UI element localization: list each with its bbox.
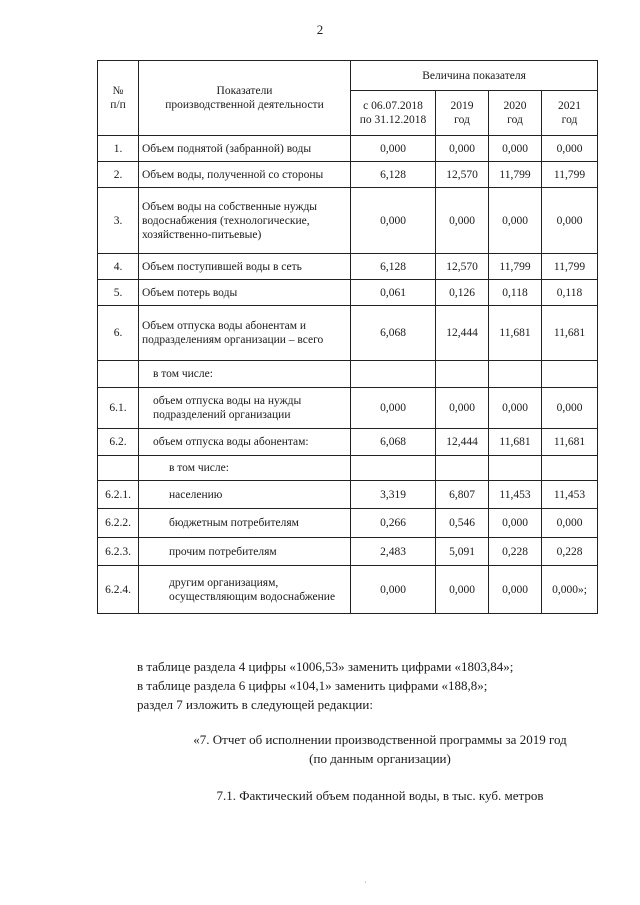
page-number: 2 [316,22,324,37]
row-number [98,361,139,388]
row-value: 0,000 [351,136,436,162]
row-label: Объем потерь воды [139,280,351,306]
row-value [489,456,542,481]
subsection-title: 7.1. Фактический объем поданной воды, в тыс. куб. метров [216,788,544,803]
table-row [98,481,598,509]
row-value: 0,228 [542,538,598,566]
row-value: 6,068 [351,429,436,456]
row-value: 12,570 [436,254,489,280]
section-title: «7. Отчет об исполнении производственной программы за 2019 год [193,732,567,747]
footer-mark: · [364,878,367,887]
row-label: объем отпуска воды абонентам: [139,429,351,456]
row-value: 0,000 [489,136,542,162]
row-number: 3. [98,188,139,254]
table-row [98,162,598,188]
row-value: 0,000 [436,136,489,162]
row-value: 0,000 [542,136,598,162]
row-value: 12,444 [436,306,489,361]
row-label: Объем отпуска воды абонентам и подразделениям организации – всего [139,306,351,361]
row-value: 3,319 [351,481,436,509]
row-value: 6,128 [351,254,436,280]
row-label: в том числе: [139,456,351,481]
row-number: 4. [98,254,139,280]
row-value: 0,546 [436,509,489,538]
row-value: 0,000 [436,566,489,614]
row-value: 0,000 [351,566,436,614]
table-row [98,306,598,361]
row-number: 6.2.2. [98,509,139,538]
table-row [98,254,598,280]
row-value: 0,000 [542,388,598,429]
table-row [98,456,598,481]
row-value: 11,453 [542,481,598,509]
row-number: 6. [98,306,139,361]
row-number: 2. [98,162,139,188]
header-period: 2019 год [436,91,489,136]
row-value [436,361,489,388]
row-value: 11,799 [489,254,542,280]
table-row [98,361,598,388]
table-body [98,136,598,614]
row-value: 12,570 [436,162,489,188]
header-num: № п/п [98,61,139,136]
table-row [98,188,598,254]
row-value [436,456,489,481]
row-value: 0,061 [351,280,436,306]
row-value: 6,128 [351,162,436,188]
row-value: 11,799 [542,162,598,188]
row-label: прочим потребителям [139,538,351,566]
row-label: населению [139,481,351,509]
row-value [351,361,436,388]
row-value: 0,118 [542,280,598,306]
row-value: 6,807 [436,481,489,509]
header-value-group: Величина показателя [351,61,598,91]
row-value: 11,681 [489,306,542,361]
header-period: с 06.07.2018 по 31.12.2018 [351,91,436,136]
section-subtitle: (по данным организации) [309,751,451,766]
row-value: 0,000 [542,509,598,538]
row-label: Объем воды, полученной со стороны [139,162,351,188]
header-indicator: Показатели производственной деятельности [139,61,351,136]
row-value: 0,000 [542,188,598,254]
row-value: 0,000 [489,566,542,614]
row-value: 0,266 [351,509,436,538]
row-number [98,456,139,481]
row-label: объем отпуска воды на нужды подразделений организации [139,388,351,429]
row-label: Объем поднятой (забранной) воды [139,136,351,162]
amendment-line: в таблице раздела 6 цифры «104,1» заменить цифрами «188,8»; [137,678,488,693]
row-value: 0,000 [489,388,542,429]
row-value: 0,000 [436,388,489,429]
row-value [351,456,436,481]
row-value: 0,000 [489,509,542,538]
row-number: 1. [98,136,139,162]
header-period: 2020 год [489,91,542,136]
row-value: 11,681 [489,429,542,456]
row-label: другим организациям, осуществляющим водоснабжение [139,566,351,614]
row-value: 0,000»; [542,566,598,614]
row-value: 5,091 [436,538,489,566]
row-number: 6.2.1. [98,481,139,509]
row-value: 0,126 [436,280,489,306]
indicators-table [97,60,598,614]
row-value: 11,799 [542,254,598,280]
table-row [98,538,598,566]
row-value: 6,068 [351,306,436,361]
row-number: 6.1. [98,388,139,429]
row-value [489,361,542,388]
row-number: 6.2.3. [98,538,139,566]
row-value [542,361,598,388]
row-value: 11,453 [489,481,542,509]
table-row [98,388,598,429]
row-label: Объем воды на собственные нужды водоснабжения (технологические, хозяйственно-питьевые) [139,188,351,254]
table-row [98,509,598,538]
row-value: 11,799 [489,162,542,188]
row-number: 6.2.4. [98,566,139,614]
table-row [98,136,598,162]
row-value: 0,228 [489,538,542,566]
row-value: 11,681 [542,429,598,456]
table-row [98,429,598,456]
amendments-block [137,657,607,714]
row-value: 0,000 [436,188,489,254]
row-label: Объем поступившей воды в сеть [139,254,351,280]
row-number: 6.2. [98,429,139,456]
table-header [98,61,598,136]
row-label: бюджетным потребителям [139,509,351,538]
row-value: 0,000 [351,388,436,429]
row-value: 12,444 [436,429,489,456]
row-value [542,456,598,481]
row-value: 11,681 [542,306,598,361]
row-number: 5. [98,280,139,306]
row-label: в том числе: [139,361,351,388]
table-row [98,566,598,614]
amendment-line: раздел 7 изложить в следующей редакции: [137,697,373,712]
table-row [98,280,598,306]
row-value: 0,118 [489,280,542,306]
header-period: 2021 год [542,91,598,136]
row-value: 0,000 [351,188,436,254]
row-value: 0,000 [489,188,542,254]
amendment-line: в таблице раздела 4 цифры «1006,53» заменить цифрами «1803,84»; [137,659,514,674]
row-value: 2,483 [351,538,436,566]
